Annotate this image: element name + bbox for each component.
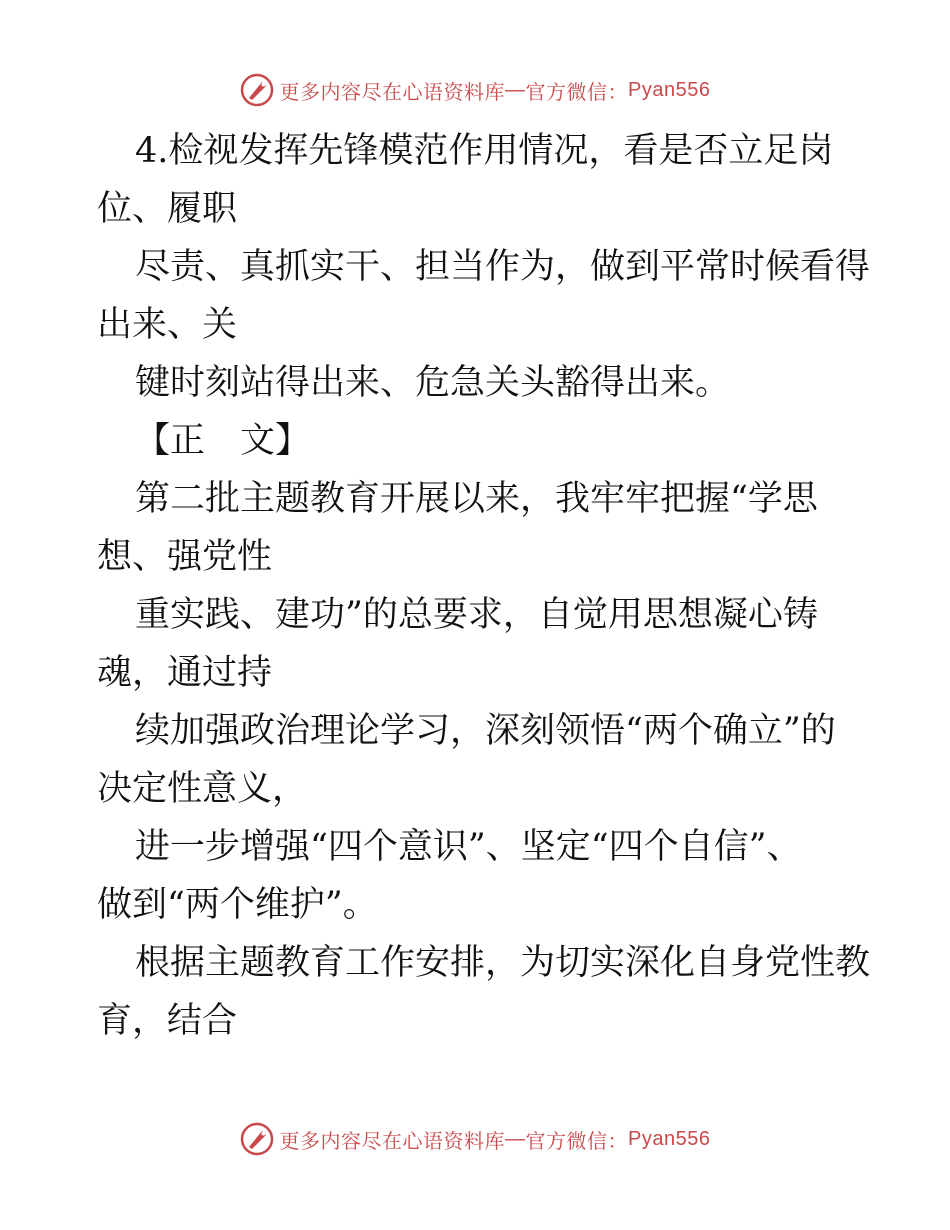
body-line: 决定性意义，: [97, 769, 308, 809]
body-line: 育，结合: [97, 1001, 238, 1041]
footer-watermark: [0, 1121, 950, 1157]
watermark-separator: —: [505, 78, 526, 101]
pen-nib-logo-icon: [240, 1122, 274, 1156]
body-line: 根据主题教育工作安排，为切实深化自身党性教: [135, 943, 871, 983]
pen-nib-logo-icon: [240, 73, 274, 107]
watermark-text: 更多内容尽在心语资料库: [279, 81, 506, 104]
section-heading: 【正 文】: [135, 421, 311, 461]
watermark-separator: —: [505, 1127, 526, 1150]
watermark-wechat-label: 官方微信：: [525, 1130, 629, 1153]
body-line: 想、强党性: [97, 537, 273, 577]
body-line: 4.检视发挥先锋模范作用情况，看是否立足岗: [135, 131, 834, 171]
body-line: 进一步增强“四个意识”、坚定“四个自信”、: [135, 827, 802, 867]
watermark-wechat-id: Pyan556: [628, 1127, 711, 1150]
header-watermark: [0, 72, 950, 108]
body-line: 重实践、建功”的总要求，自觉用思想凝心铸: [135, 595, 818, 635]
watermark-text: 更多内容尽在心语资料库: [279, 1130, 506, 1153]
body-line: 键时刻站得出来、危急关头豁得出来。: [135, 363, 731, 403]
body-line: 出来、关: [97, 305, 238, 345]
body-line: 尽责、真抓实干、担当作为，做到平常时候看得: [135, 247, 871, 287]
document-body: [97, 122, 871, 1050]
body-line: 第二批主题教育开展以来，我牢牢把握“学思: [135, 479, 818, 519]
body-line: 做到“两个维护”。: [97, 885, 378, 925]
watermark-wechat-label: 官方微信：: [525, 81, 629, 104]
body-line: 魂，通过持: [97, 653, 273, 693]
body-line: 位、履职: [97, 189, 238, 229]
body-line: 续加强政治理论学习，深刻领悟“两个确立”的: [135, 711, 836, 751]
watermark-wechat-id: Pyan556: [628, 78, 711, 101]
